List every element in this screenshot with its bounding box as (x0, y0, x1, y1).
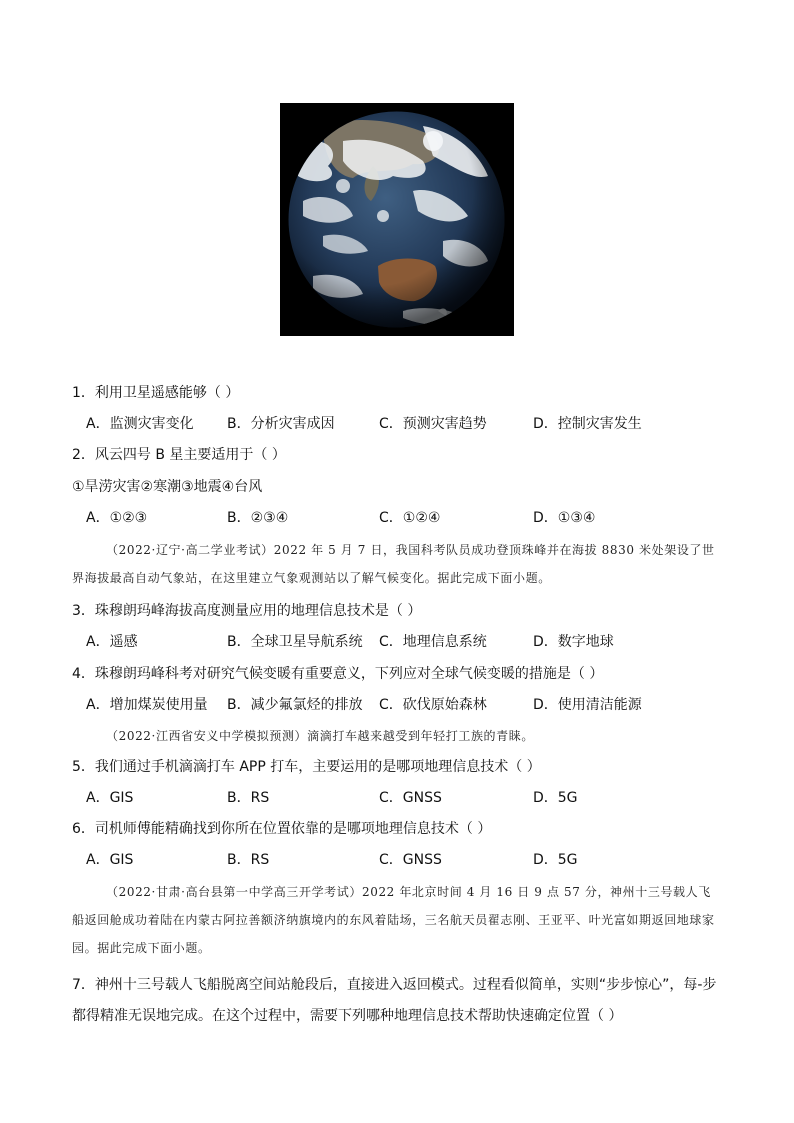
option-b[interactable]: B．全球卫星导航系统 (227, 634, 363, 650)
question-6-stem: 6．司机师傅能精确找到你所在位置依靠的是哪项地理信息技术（ ） (72, 821, 492, 837)
option-c[interactable]: C．地理信息系统 (379, 634, 487, 650)
option-b[interactable]: B．RS (227, 790, 270, 806)
option-c[interactable]: C．预测灾害趋势 (379, 416, 487, 432)
passage-intro-3 (72, 878, 722, 962)
option-d[interactable]: D．使用清洁能源 (533, 697, 642, 713)
option-c[interactable]: C．GNSS (379, 852, 442, 868)
passage-intro-2-text: （2022·江西省安义中学模拟预测）滴滴打车越来越受到年轻打工族的青睐。 (106, 729, 534, 743)
question-4-stem: 4．珠穆朗玛峰科考对研究气候变暖有重要意义，下列应对全球气候变暖的措施是（ ） (72, 666, 604, 682)
option-c[interactable]: C．GNSS (379, 790, 442, 806)
earth-globe-icon (283, 106, 510, 333)
earth-satellite-image (280, 103, 514, 336)
passage-intro-1 (72, 536, 722, 592)
option-d[interactable]: D．5G (533, 852, 578, 868)
passage-intro-2 (72, 722, 722, 750)
option-a[interactable]: A．遥感 (86, 634, 138, 650)
option-a[interactable]: A．GIS (86, 790, 134, 806)
option-c[interactable]: C．①②④ (379, 510, 441, 526)
passage-intro-3-text: （2022·甘肃·高台县第一中学高三开学考试）2022 年北京时间 4 月 16 日 9 点 57 分，神州十三号载人飞船返回舱成功着陆在内蒙古阿拉善额济纳旗境内的东风着陆场，三名航天员翟志刚、王亚平、叶光富如期返回地球家园。据此完成下面小题。 (72, 885, 715, 955)
option-d[interactable]: D．5G (533, 790, 578, 806)
option-d[interactable]: D．①③④ (533, 510, 596, 526)
question-1-stem: 1．利用卫星遥感能够（ ） (72, 385, 240, 401)
option-d[interactable]: D．数字地球 (533, 634, 614, 650)
option-d[interactable]: D．控制灾害发生 (533, 416, 642, 432)
option-b[interactable]: B．减少氟氯烃的排放 (227, 697, 363, 713)
question-3-stem: 3．珠穆朗玛峰海拔高度测量应用的地理信息技术是（ ） (72, 603, 422, 619)
question-7-stem: 7．神州十三号载人飞船脱离空间站舱段后，直接进入返回模式。过程看似简单，实则“步步惊心”，每-步都得精准无误地完成。在这个过程中，需要下列哪种地理信息技术帮助快速确定位置（ ） (72, 977, 717, 1024)
option-a[interactable]: A．①②③ (86, 510, 148, 526)
option-b[interactable]: B．RS (227, 852, 270, 868)
option-b[interactable]: B．②③④ (227, 510, 289, 526)
option-a[interactable]: A．GIS (86, 852, 134, 868)
option-c[interactable]: C．砍伐原始森林 (379, 697, 487, 713)
option-a[interactable]: A．增加煤炭使用量 (86, 697, 208, 713)
question-2-choices: ①旱涝灾害②寒潮③地震④台风 (72, 479, 263, 495)
option-a[interactable]: A．监测灾害变化 (86, 416, 194, 432)
passage-intro-1-text: （2022·辽宁·高二学业考试）2022 年 5 月 7 日，我国科考队员成功登顶珠峰并在海拔 8830 米处架设了世界海拔最高自动气象站，在这里建立气象观测站以了解气候变化。据此完成下面小题。 (72, 543, 715, 585)
question-2-stem: 2．风云四号 B 星主要适用于（ ） (72, 447, 286, 463)
question-5-stem: 5．我们通过手机滴滴打车 APP 打车，主要运用的是哪项地理信息技术（ ） (72, 759, 541, 775)
option-b[interactable]: B．分析灾害成因 (227, 416, 335, 432)
